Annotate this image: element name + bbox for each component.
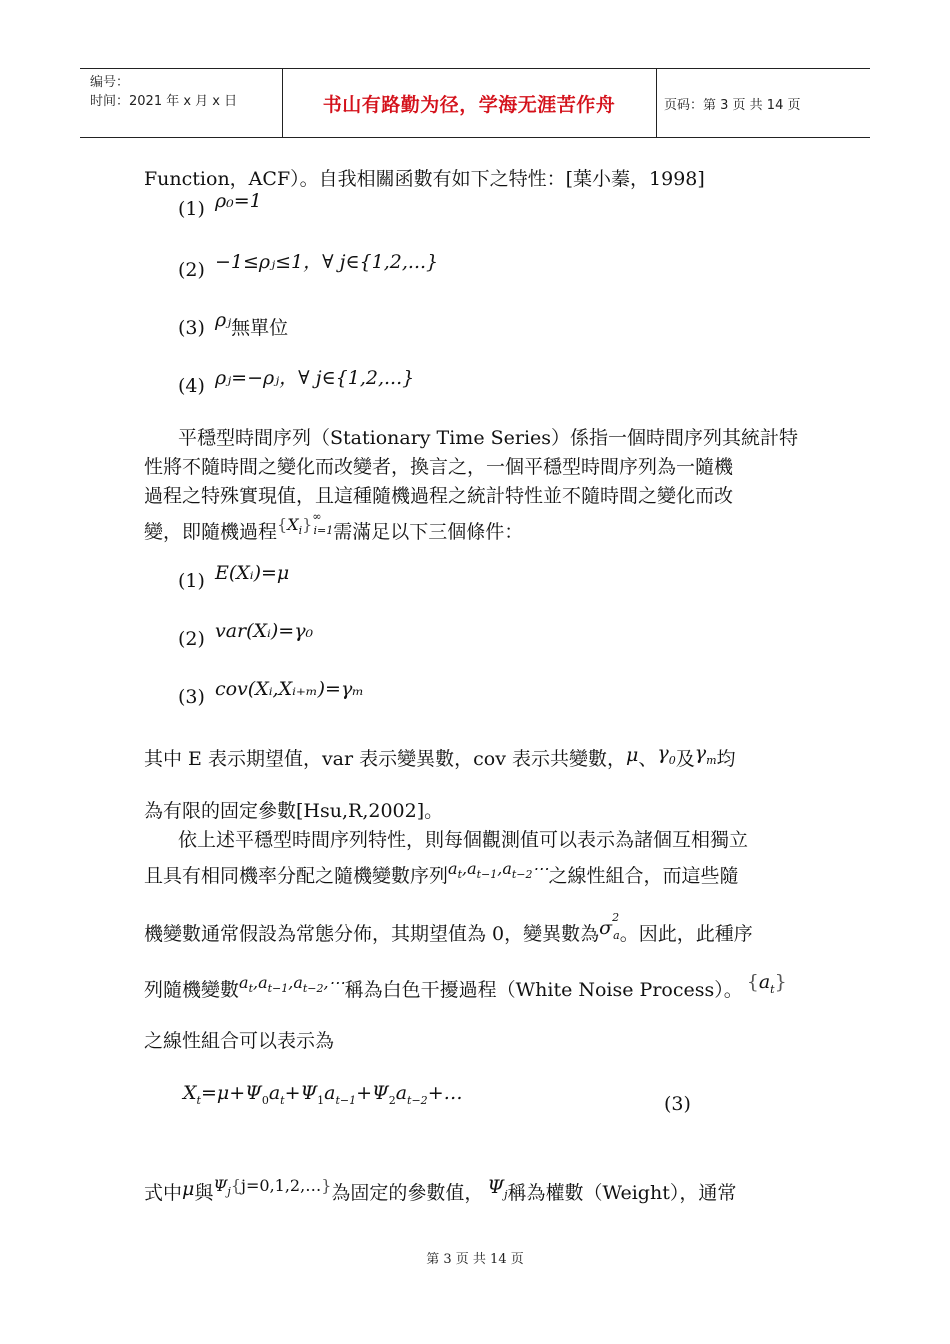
shock-sequence-formula: at,at−1,at−2⋯ [448, 859, 549, 882]
formula: −1≤ρⱼ≤1，∀ j∈{1,2,...} [214, 251, 439, 273]
text-segment: 稱為白色干擾過程（White Noise Process）。 [344, 979, 743, 1001]
text-segment: 為固定的參數值， [331, 1182, 484, 1204]
text-segment: 。因此，此種序 [619, 923, 753, 945]
white-noise-para-line: 之線性組合可以表示為 [144, 1030, 335, 1052]
stationarity-condition [178, 678, 364, 708]
shock-set-formula: $\{a_t\}$ [746, 971, 787, 996]
white-noise-para-line [144, 861, 739, 889]
shock-sequence-formula: at,at−1,at−2,⋯ [239, 973, 345, 996]
text-segment: 與 [194, 1182, 214, 1204]
text-segment: 稱為權數（Weight），通常 [507, 1182, 737, 1204]
psi-set-formula: Ψj{j=0,1,2,…} [213, 1176, 332, 1199]
mu-symbol: μ [626, 744, 639, 766]
parameter-line: 為有限的固定參數[Hsu,R,2002]。 [144, 800, 444, 822]
item-number: (2) [178, 628, 205, 650]
acf-intro-line: Function，ACF）。自我相關函數有如下之特性：[葉小蓁，1998] [144, 168, 705, 190]
date-line: 时间：2021 年 x 月 x 日 [90, 94, 238, 109]
psi-j-symbol: $\Psi_j$ [487, 1176, 508, 1201]
text-segment: 列隨機變數 [144, 979, 240, 1001]
equation-number: (3) [664, 1093, 691, 1115]
item-number: (1) [178, 570, 205, 592]
text-segment: 機變數通常假設為常態分佈，其期望值為 0，變異數為 [144, 923, 600, 945]
gamma0-symbol: $\gamma_0$ [657, 742, 676, 767]
item-number: (2) [178, 259, 205, 281]
serial-number-label: 编号： [90, 75, 130, 90]
variance-formula: $\sigma^2_a$ [599, 910, 620, 942]
item-number: (3) [178, 686, 205, 708]
text-segment: 之線性組合，而這些隨 [548, 865, 739, 887]
text-segment: 變，即隨機過程 [144, 521, 278, 543]
formula: ρⱼ=−ρⱼ，∀ j∈{1,2,...} [214, 367, 415, 389]
item-number: (1) [178, 198, 205, 220]
stationarity-condition [178, 620, 314, 650]
header-motto: 书山有路勤为径，学海无涯苦作舟 [322, 93, 616, 116]
acf-property [178, 251, 439, 282]
header-page-code: 页码：第 3 页 共 14 页 [664, 97, 801, 113]
text-segment: 式中 [144, 1182, 183, 1204]
white-noise-para-line [144, 971, 787, 1004]
header-meta [90, 73, 237, 111]
item-number: (3) [178, 317, 205, 339]
text-segment: 、 [638, 748, 658, 770]
formula: E(Xᵢ)=μ [214, 562, 290, 584]
header-divider [656, 69, 657, 137]
item-text: 無單位 [231, 317, 289, 339]
item-number: (4) [178, 375, 205, 397]
gammam-symbol: $\gamma_m$ [694, 742, 717, 767]
stationarity-condition [178, 562, 290, 592]
parameter-line [144, 744, 736, 773]
weights-line [144, 1178, 736, 1207]
formula: ρ₀=1 [214, 190, 262, 212]
stationary-para-line: 性將不隨時間之變化而改變者，換言之，一個平穩型時間序列為一隨機 [144, 456, 734, 478]
white-noise-para-line: 依上述平穩型時間序列特性，則每個觀測值可以表示為諸個互相獨立 [178, 829, 749, 851]
formula: var(Xᵢ)=γ₀ [214, 620, 314, 642]
stationary-para-line: 過程之特殊實現值，且這種隨機過程之統計特性並不隨時間之變化而改 [144, 485, 734, 507]
stationary-para-line [144, 509, 524, 545]
page-footer: 第 3 页 共 14 页 [426, 1252, 524, 1267]
text-segment: 其中 E 表示期望值，var 表示變異數，cov 表示共變數， [144, 748, 626, 770]
text-segment: 且具有相同機率分配之隨機變數序列 [144, 865, 449, 887]
text-segment: 需滿足以下三個條件： [333, 521, 524, 543]
stationary-para-line: 平穩型時間序列（Stationary Time Series）係指一個時間序列其統計特 [178, 427, 799, 449]
acf-property [178, 367, 415, 398]
acf-property [178, 190, 262, 220]
text-segment: 均 [716, 748, 736, 770]
document-header [80, 68, 870, 138]
formula: ρⱼ [214, 309, 232, 331]
formula: cov(Xᵢ,Xᵢ₊ₘ)=γₘ [214, 678, 364, 700]
process-formula: {Xi}∞i=1 [277, 509, 334, 538]
linear-combination-equation: $X_t=\mu+\Psi_0a_t+\Psi_1a_{t-1}+\Psi_2a_{t-2}+\dots$ [183, 1082, 463, 1107]
white-noise-para-line [144, 910, 753, 948]
text-segment: 及 [675, 748, 695, 770]
mu-symbol: μ [182, 1178, 195, 1200]
acf-property [178, 309, 289, 340]
